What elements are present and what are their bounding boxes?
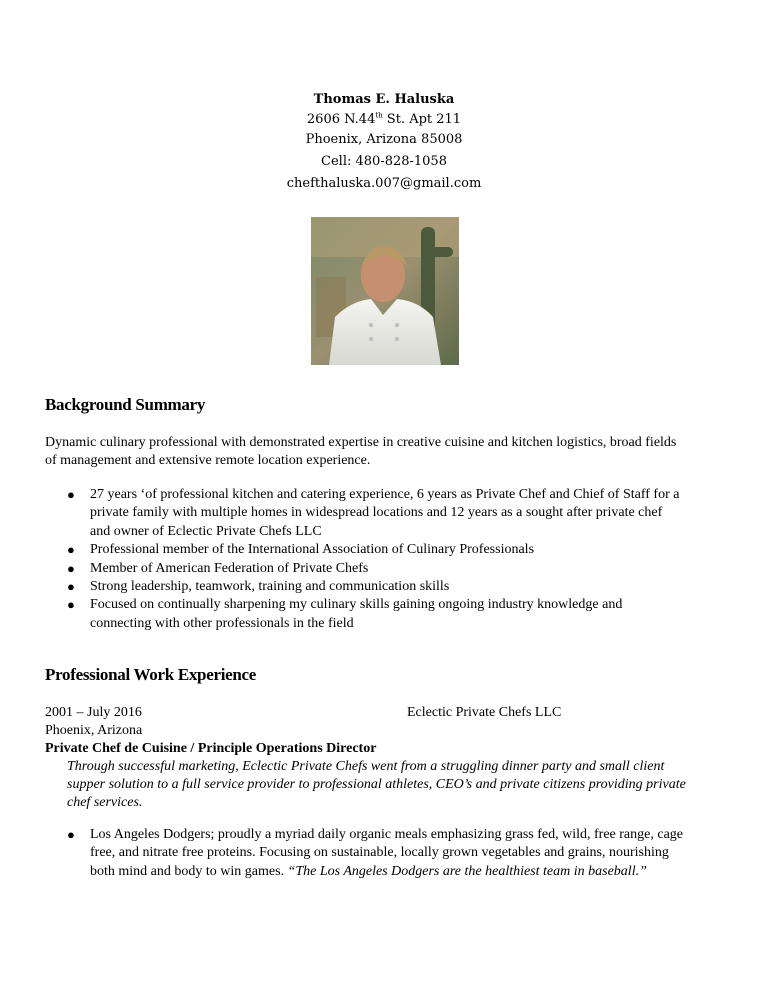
background-summary-text: Dynamic culinary professional with demonstrated expertise in creative cuisine and kitchen logistics, broad fields of management and extensive remote location experience. xyxy=(45,435,677,468)
background-summary-heading: Background Summary xyxy=(45,395,206,414)
list-item: ● Strong leadership, teamwork, training and communication skills xyxy=(67,579,450,595)
city-line: Phoenix, Arizona 85008 xyxy=(305,132,463,147)
list-item: ● Member of American Federation of Private Chefs xyxy=(67,560,369,576)
background-bullet-list xyxy=(45,486,685,633)
job-dates: 2001 – July 2016 xyxy=(45,705,142,720)
list-item: ● Professional member of the International Association of Culinary Professionals xyxy=(67,542,535,558)
cell-phone: Cell: 480-828-1058 xyxy=(321,154,447,169)
contact-header xyxy=(0,90,768,194)
job-description: Through successful marketing, Eclectic Private Chefs went from a struggling dinner party and small client supper solution to a full service provider to professional athletes, CEO’s and private citizens providing private chef services. xyxy=(67,759,686,810)
job-title: Private Chef de Cuisine / Principle Operations Director xyxy=(45,741,377,756)
company-name: Eclectic Private Chefs LLC xyxy=(407,705,562,720)
profile-photo xyxy=(311,217,459,365)
email-address: chefthaluska.007@gmail.com xyxy=(286,176,482,191)
address-line: 2606 N.44th St. Apt 211 xyxy=(306,111,462,127)
list-item: ● Focused on continually sharpening my culinary skills gaining ongoing industry knowledge and connecting with other professionals in the field xyxy=(67,597,623,631)
list-item: ● 27 years ‘of professional kitchen and catering experience, 6 years as Private Chef and Chief of Staff for a private family with multiple homes in widespread locations and 12 years as a sought after private chef and owner of Eclectic Private Chefs LLC xyxy=(67,487,680,539)
work-experience-heading: Professional Work Experience xyxy=(45,665,257,684)
candidate-name: Thomas E. Haluska xyxy=(313,92,455,107)
experience-bullet-list xyxy=(45,826,685,881)
list-item: ● Los Angeles Dodgers; proudly a myriad daily organic meals emphasizing grass fed, wild, free range, cage free, and nitrate free proteins. Focusing on sustainable, locally grown vegetables and grains, nourishing both mind and body to win games. “The Los Angeles Dodgers are the healthiest team in baseball.” xyxy=(67,827,684,879)
job-location: Phoenix, Arizona xyxy=(45,723,143,738)
